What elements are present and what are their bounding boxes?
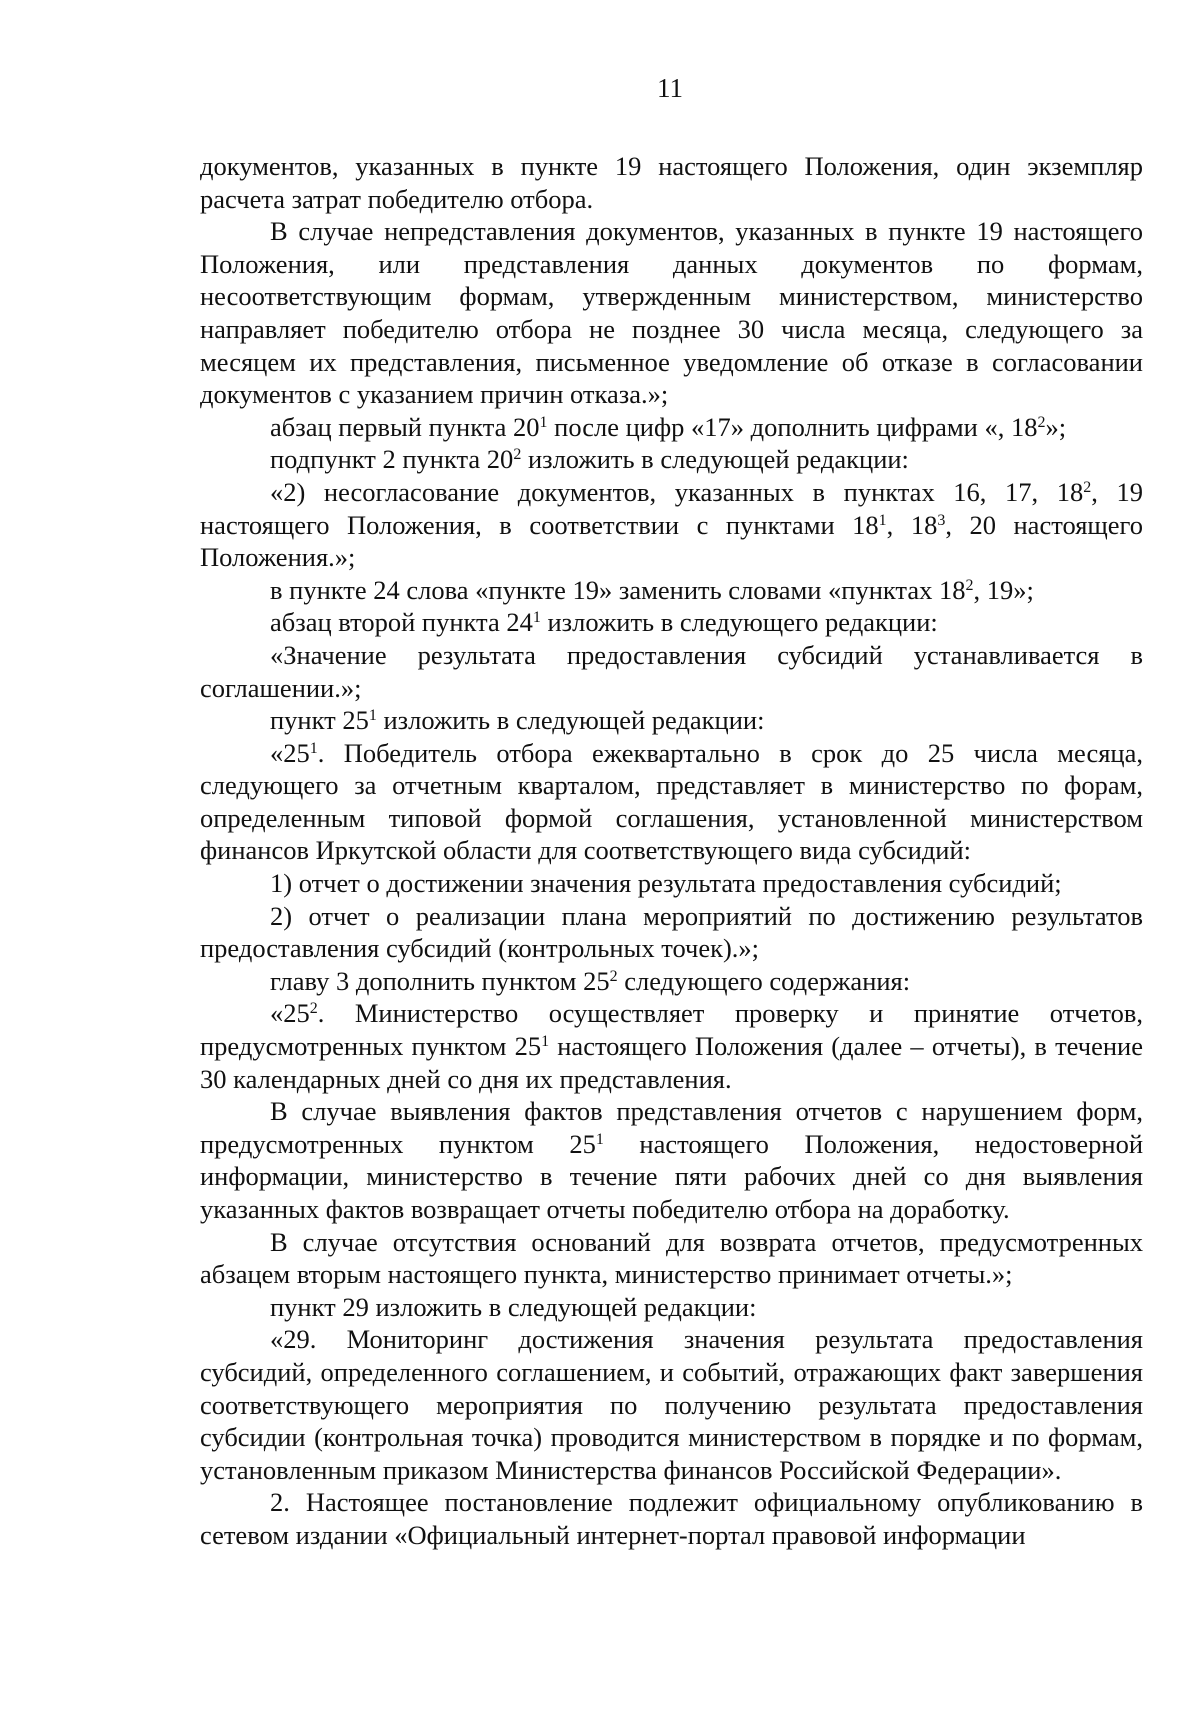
superscript: 1 <box>878 511 887 529</box>
text-segment: следующего содержания: <box>617 965 911 996</box>
paragraph-p16 <box>200 1226 1143 1291</box>
superscript: 1 <box>368 707 377 725</box>
text-segment: В случае выявления фактов представления отчетов с нарушением форм, предусмотренных пунктом 25 <box>200 1096 1143 1159</box>
paragraph-p19 <box>200 1486 1143 1551</box>
text-segment: изложить в следующего редакции: <box>540 607 938 638</box>
text-segment: В случае отсутствия оснований для возврата отчетов, предусмотренных абзацем вторым настоящего пункта, министерство принимает отчеты.»; <box>200 1226 1143 1290</box>
text-segment: »; <box>1045 411 1067 442</box>
paragraph-p08 <box>200 639 1143 704</box>
paragraph-p01 <box>200 150 1143 215</box>
paragraph-p02 <box>200 215 1143 411</box>
text-segment: . Министерство осуществляет проверку и принятие отчетов, предусмотренных пунктом 25 <box>200 998 1143 1062</box>
text-segment: В случае непредставления документов, указанных в пункте 19 настоящего Положения, или представления данных документов по формам, несоответствующим формам, утвержденным министерством, министерство направляет победителю отбора не позднее 30 числа месяца, следующего за месяцем их представления, письменное уведомление об отказе в согласовании документов с указанием причин отказа.»; <box>200 216 1143 410</box>
superscript: 2 <box>1083 479 1092 497</box>
superscript: 2 <box>609 968 618 986</box>
text-segment: изложить в следующей редакции: <box>376 705 765 736</box>
text-segment: после цифр «17» дополнить цифрами «, 18 <box>547 411 1038 442</box>
paragraph-p09 <box>200 704 1143 737</box>
text-segment: изложить в следующей редакции: <box>521 444 909 475</box>
paragraph-p12 <box>200 900 1143 965</box>
superscript: 1 <box>532 609 541 627</box>
superscript: 1 <box>595 1131 604 1149</box>
superscript: 2 <box>309 1000 318 1018</box>
superscript: 2 <box>965 576 974 594</box>
paragraph-p13 <box>200 965 1143 998</box>
superscript: 1 <box>309 739 318 757</box>
text-segment: пункт 25 <box>270 705 369 736</box>
superscript: 2 <box>513 446 522 464</box>
text-segment: пункт 29 изложить в следующей редакции: <box>270 1291 757 1322</box>
text-segment: абзац первый пункта 20 <box>270 411 540 442</box>
paragraph-p17 <box>200 1291 1143 1324</box>
text-segment: подпункт 2 пункта 20 <box>270 444 514 475</box>
superscript: 2 <box>1037 413 1046 431</box>
text-segment: 2. Настоящее постановление подлежит официальному опубликованию в сетевом издании «Официальный интернет-портал правовой информации <box>200 1487 1143 1550</box>
paragraph-p05 <box>200 476 1143 574</box>
superscript: 3 <box>937 511 946 529</box>
paragraph-p10 <box>200 737 1143 867</box>
text-segment: в пункте 24 слова «пункте 19» заменить словами «пунктах 18 <box>270 574 966 605</box>
text-segment: , 19»; <box>973 574 1034 605</box>
text-segment: , 19 настоящего Положения, в соответствии с пунктами 18 <box>200 476 1143 540</box>
text-segment: «Значение результата предоставления субсидий устанавливается в соглашении.»; <box>200 639 1143 703</box>
text-segment: настоящего Положения, недостоверной информации, министерство в течение пяти рабочих дней со дня выявления указанных фактов возвращает отчеты победителю отбора на доработку. <box>200 1128 1143 1224</box>
superscript: 1 <box>539 413 548 431</box>
paragraph-p15 <box>200 1095 1143 1225</box>
text-segment: 2) отчет о реализации плана мероприятий по достижению результатов предоставления субсидий (контрольных точек).»; <box>200 900 1143 964</box>
superscript: 1 <box>541 1033 550 1051</box>
paragraph-p11 <box>200 867 1143 900</box>
paragraph-p07 <box>200 606 1143 639</box>
paragraph-p03 <box>200 411 1143 444</box>
text-segment: абзац второй пункта 24 <box>270 607 533 638</box>
paragraph-p06 <box>200 574 1143 607</box>
text-segment: документов, указанных в пункте 19 настоящего Положения, один экземпляр расчета затрат победителю отбора. <box>200 151 1143 214</box>
text-segment: «25 <box>270 998 310 1029</box>
text-segment: главу 3 дополнить пунктом 25 <box>270 965 610 996</box>
text-segment: «29. Мониторинг достижения значения результата предоставления субсидий, определенного соглашением, и событий, отражающих факт завершения соответствующего мероприятия по получению результата предоставления субсидии (контрольная точка) проводится министерством в порядке и по формам, установленным приказом Министерства финансов Российской Федерации». <box>200 1324 1143 1485</box>
text-segment: «25 <box>270 737 310 768</box>
page-number: 11 <box>657 73 683 103</box>
text-segment: , 20 настоящего Положения.»; <box>200 509 1144 573</box>
paragraph-p14 <box>200 997 1143 1095</box>
text-segment: . Победитель отбора ежеквартально в срок до 25 числа месяца, следующего за отчетным кварталом, представляет в министерство по форам, определенным типовой формой соглашения, установленной министерством финансов Иркутской области для соответствующего вида субсидий: <box>200 737 1143 866</box>
text-segment: 1) отчет о достижении значения результата предоставления субсидий; <box>270 868 1062 899</box>
text-segment: «2) несогласование документов, указанных в пунктах 16, 17, 18 <box>270 476 1084 507</box>
text-segment: настоящего Положения (далее – отчеты), в течение 30 календарных дней со дня их представления. <box>200 1031 1143 1094</box>
paragraph-p04 <box>200 443 1143 476</box>
text-segment: , 18 <box>886 509 938 540</box>
paragraph-p18 <box>200 1323 1143 1486</box>
document-body <box>200 150 1143 1552</box>
